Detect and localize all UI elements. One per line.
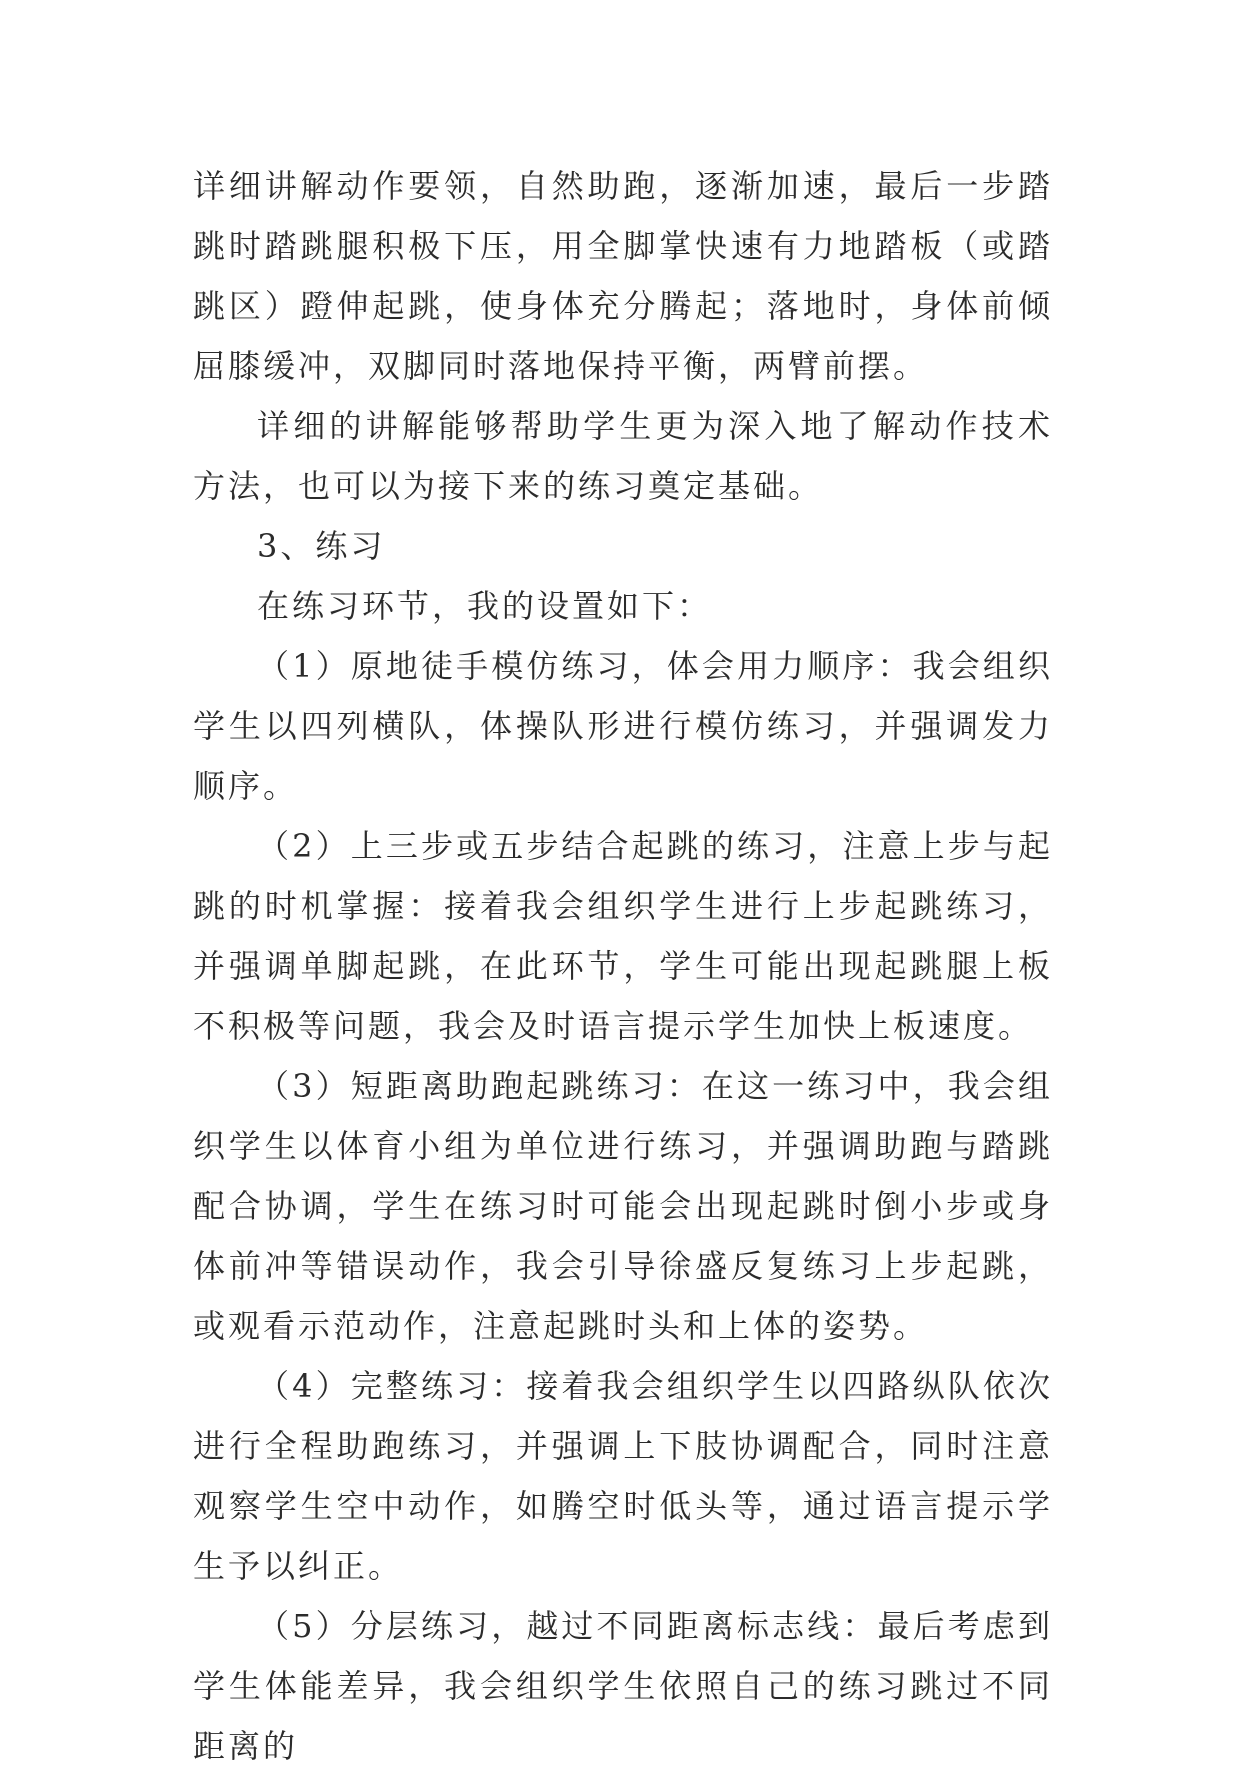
practice-item-4: （4）完整练习：接着我会组织学生以四路纵队依次进行全程助跑练习，并强调上下肢协调配合，同时注意观察学生空中动作，如腾空时低头等，通过语言提示学生予以纠正。: [193, 1367, 1053, 1585]
practice-item-5: （5）分层练习，越过不同距离标志线：最后考虑到学生体能差异，我会组织学生依照自己的练习跳过不同距离的: [193, 1607, 1053, 1765]
practice-item-1: （1）原地徒手模仿练习，体会用力顺序：我会组织学生以四列横队，体操队形进行模仿练习，并强调发力顺序。: [193, 647, 1053, 805]
practice-item-2: （2）上三步或五步结合起跳的练习，注意上步与起跳的时机掌握：接着我会组织学生进行上步起跳练习，并强调单脚起跳，在此环节，学生可能出现起跳腿上板不积极等问题，我会及时语言提示学生加快上板速度。: [193, 827, 1053, 1045]
paragraph-1: 详细讲解动作要领，自然助跑，逐渐加速，最后一步踏跳时踏跳腿积极下压，用全脚掌快速有力地踏板（或踏跳区）蹬伸起跳，使身体充分腾起；落地时，身体前倾屈膝缓冲，双脚同时落地保持平衡，两臂前摆。: [193, 167, 1053, 385]
paragraph-3: 在练习环节，我的设置如下：: [257, 587, 713, 625]
practice-item-3: （3）短距离助跑起跳练习：在这一练习中，我会组织学生以体育小组为单位进行练习，并强调助跑与踏跳配合协调，学生在练习时可能会出现起跳时倒小步或身体前冲等错误动作，我会引导徐盛反复练习上步起跳，或观看示范动作，注意起跳时头和上体的姿势。: [193, 1067, 1053, 1345]
section-heading-practice: 3、练习: [257, 527, 386, 565]
paragraph-2: 详细的讲解能够帮助学生更为深入地了解动作技术方法，也可以为接下来的练习奠定基础。: [193, 407, 1053, 505]
body-text: [193, 156, 1053, 1776]
